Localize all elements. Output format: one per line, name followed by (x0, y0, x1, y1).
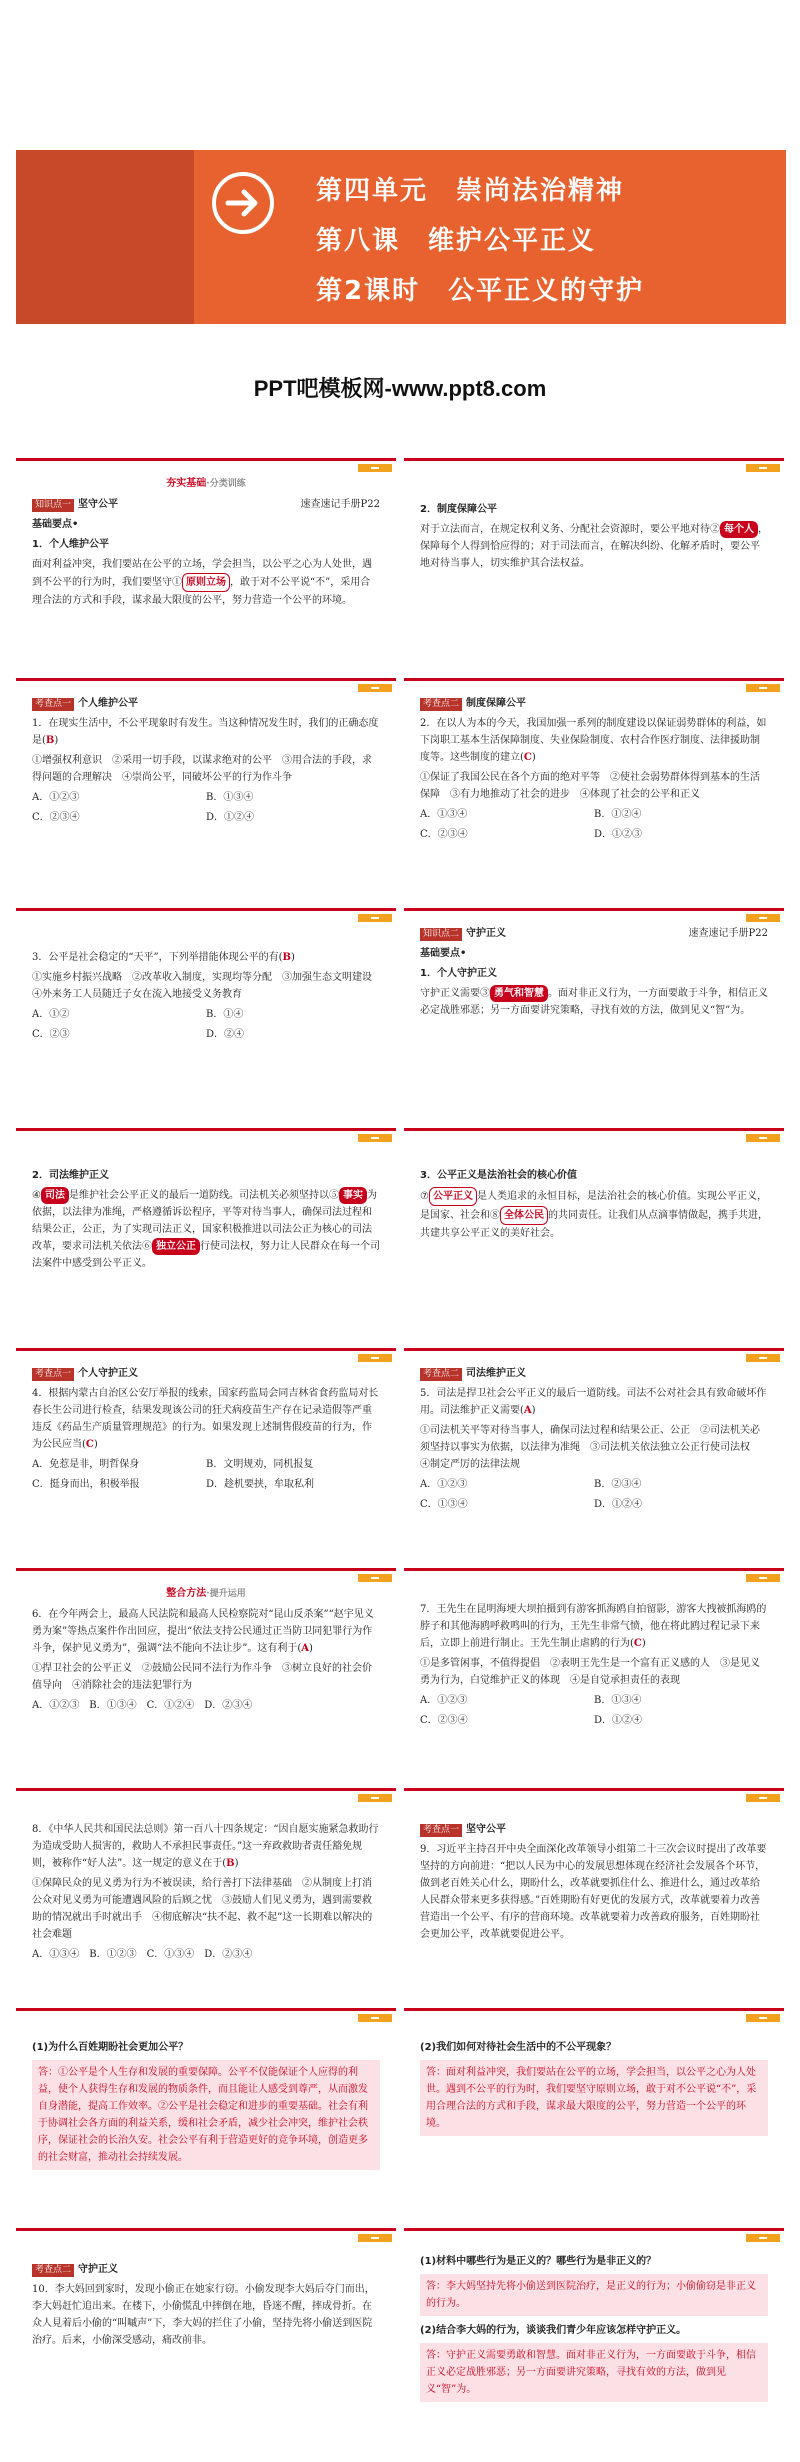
slide-page-tag (746, 1574, 780, 1582)
choice-line: A．①③④ B．①②③ C．①③④ D．②③④ (32, 1949, 253, 1960)
slide-page-tag (358, 1794, 392, 1802)
sub-question: (2)我们如何对待社会生活中的不公平现象？ (420, 2042, 617, 2053)
basic-label: 基础要点• (32, 519, 79, 530)
answer-box: 答：李大妈坚持先将小偷送到医院治疗，是正义的行为；小偷偷窃是非正义的行为。 (420, 2274, 768, 2316)
question: 6．在今年两会上，最高人民法院和最高人民检察院对“昆山反杀案”“赵宇见义勇为案”等热点案件作出回应，提出“依法支持公民通过正当防卫同犯罪行为作斗争，保护见义勇为”，强调“法不能向不法让步”。这有利于(A) (32, 1609, 374, 1654)
choice-row: C．挺身而出，积极举报 D．趁机要挟，牟取私利 (32, 1479, 315, 1490)
knowledge-point-row: 考查点一 坚守公平 (420, 1821, 768, 1838)
answer-box: 答：①公平是个人生存和发展的重要保障。公平不仅能保证个人应得的利益，使个人获得生存和发展的物质条件，而且能让人感受到尊严，从而激发自身潜能，提高工作效率。②公平是社会稳定和进步的重要基础。社会有利于协调社会各方面的利益关系，缓和社会矛盾，减少社会冲突，维护社会秩序，保证社会的长治久安。社会公平有利于营造更好的竞争环境，创造更多的社会财富，推动社会持续发展。 (32, 2060, 380, 2170)
question: 9．习近平主持召开中央全面深化改革领导小组第二十三次会议时提出了改革要坚持的方向前进：“把以人民为中心的发展思想体现在经济社会发展各个环节，做到老百姓关心什么，期盼什么，改革就要抓住什么、推进什么，通过改革给人民群众带来更多获得感。”百姓期盼有好更优的发展方式，改革就要着力改善营造出一个公平、有序的营商环境。改革就要着力改善政府服务，百姓期盼社会更加公平，改革就要促进公平。 (420, 1844, 767, 1940)
question-options: ①保证了我国公民在各个方面的绝对平等 ②使社会弱势群体得到基本的生活保障 ③有力地推动了社会的进步 ④体现了社会的公平和正义 (420, 772, 760, 800)
slide-page-tag (358, 1134, 392, 1142)
slide-page-tag (358, 684, 392, 692)
section-heading: 夯实基础·分类训练 (166, 478, 246, 489)
choice-row: C．②③④ D．①②④ (32, 812, 255, 823)
title-banner (16, 150, 786, 324)
slide-10 (404, 1348, 784, 1558)
paragraph: ⑦ 公平正义 是人类追求的永恒目标，是法治社会的核心价值。实现公平正义，是国家、社会和⑧ 全体公民 的共同责任。让我们从点滴事情做起，携手共进，共建共享公平正义的美好社会。 (420, 1187, 768, 1242)
slide-page-tag (358, 2234, 392, 2242)
paragraph: 守护正义需要③ 勇气和智慧 。面对非正义行为，一方面要敢于斗争，相信正义必定战胜邪恶；另一方面要讲究策略，寻找有效的方法，做到见义“智”为。 (420, 985, 768, 1019)
choice-row: A．①②③ B．①③④ (32, 792, 254, 803)
choice-row: A．①② B．①④ (32, 1009, 244, 1020)
knowledge-point-row: 考查点二 司法维护正义 (420, 1365, 768, 1382)
slide-page-tag (358, 914, 392, 922)
question: 8．《中华人民共和国民法总则》第一百八十四条规定：“因自愿实施紧急救助行为造成受助人损害的，救助人不承担民事责任。”这一弃政救助者责任豁免规则，被称作“好人法”。这一规定的意义在于(B) (32, 1824, 379, 1869)
subheading: 2．司法维护正义 (32, 1170, 109, 1181)
slide-17 (16, 2228, 396, 2438)
choice-row: A．①②③ B．①③④ (420, 1695, 642, 1706)
basic-label: 基础要点• (420, 948, 467, 959)
banner-unit-title: 第四单元 崇尚法治精神 (316, 176, 625, 206)
paragraph: 面对利益冲突，我们要站在公平的立场，学会担当，以公平之心为人处世，遇到不公平的行为时，我们要坚守① 原则立场 ，敢于对不公平说“不”，采用合理合法的方式和手段，谋求最大限度的公平，努力营造一个公平的环境。 (32, 559, 372, 606)
slide-16 (404, 2008, 784, 2218)
subheading: 3．公平正义是法治社会的核心价值 (420, 1170, 577, 1181)
slide-page-tag (746, 464, 780, 472)
knowledge-point-row: 考查点二 守护正义 (32, 2261, 380, 2278)
choice-row: A．①③④ B．①②④ (420, 809, 642, 820)
choice-row: C．②③④ D．①②③ (420, 829, 643, 840)
question: 7．王先生在昆明海埂大坝拍摄到有游客抓海鸥自拍留影，游客大拽被抓海鸥的脖子和其他海鸥呼救鸣叫的行为，王先生非常气愤，他在将此鸥过程记录下来后，立即上前进行制止。王先生制止虐鸥的行为(C) (420, 1604, 767, 1649)
choice-row: A．①②③ B．②③④ (420, 1479, 642, 1490)
subheading: 1．个人守护正义 (420, 968, 497, 979)
slide-3 (16, 678, 396, 888)
sub-question: (2)结合李大妈的行为，谈谈我们青少年应该怎样守护正义。 (420, 2325, 687, 2336)
site-watermark: PPT吧模板网-www.ppt8.com (253, 376, 547, 401)
slide-page-tag (746, 1134, 780, 1142)
slide-page-tag (746, 2234, 780, 2242)
slide-page-tag (358, 1574, 392, 1582)
slide-4 (404, 678, 784, 888)
banner-left-block (16, 150, 194, 324)
answer-box: 答：面对利益冲突，我们要站在公平的立场，学会担当，以公平之心为人处世。遇到不公平的行为时，我们要坚守原则立场，敢于对不公平说“不”，采用合理合法的方式和手段，谋求最大限度的公平，努力营造一个公平的环境。 (420, 2060, 768, 2136)
slide-page-tag (358, 2014, 392, 2022)
knowledge-point-row: 考查点一 个人守护正义 (32, 1365, 380, 1382)
slide-page-tag (746, 2014, 780, 2022)
slide-18 (404, 2228, 784, 2438)
slide-2 (404, 458, 784, 648)
question-options: ①实施乡村振兴战略 ②改革收入制度，实现均等分配 ③加强生态文明建设 ④外来务工人员随迁子女在流入地接受义务教育 (32, 972, 382, 1000)
question-options: ①是多管闲事，不值得提倡 ②表明王先生是一个富有正义感的人 ③是见义勇为行为，白觉维护正义的体现 ④是自觉承担责任的表现 (420, 1658, 760, 1686)
question: 3．公平是社会稳定的“天平”，下列举措能体现公平的有(B) (32, 952, 295, 963)
slide-page-tag (746, 914, 780, 922)
choice-row: C．②③④ D．①②④ (420, 1715, 643, 1726)
arrow-circle-icon (212, 172, 274, 234)
banner-lesson-title: 第八课 维护公平正义 (316, 226, 597, 256)
slide-page-tag (746, 684, 780, 692)
choice-line: A．①②③ B．①③④ C．①②④ D．②③④ (32, 1700, 253, 1711)
question-options: ①增强权利意识 ②采用一切手段，以谋求绝对的公平 ③用合法的手段，求得问题的合理解决 ④崇尚公平，同破坏公平的行为作斗争 (32, 755, 372, 783)
slide-page-tag (358, 1354, 392, 1362)
slide-page-tag (746, 1354, 780, 1362)
slide-page-tag (746, 1794, 780, 1802)
slide-11 (16, 1568, 396, 1778)
slide-9 (16, 1348, 396, 1558)
section-heading: 整合方法·提升运用 (166, 1588, 246, 1599)
slide-1 (16, 458, 396, 648)
choice-row: A．免惹是非，明哲保身 B．文明规劝，同机报复 (32, 1459, 314, 1470)
question-options: ①司法机关平等对待当事人，确保司法过程和结果公正、公正 ②司法机关必须坚持以事实为依据，以法律为准绳 ③司法机关依法独立公正行使司法权 ④制定严厉的法律法规 (420, 1425, 760, 1470)
slide-7 (16, 1128, 396, 1338)
choice-row: C．①③④ D．①②④ (420, 1499, 643, 1510)
question: 5．司法是捍卫社会公平正义的最后一道防线。司法不公对社会具有致命破坏作用。司法维护正义需要(A) (420, 1388, 767, 1416)
slide-8 (404, 1128, 784, 1338)
question: 4．根据内蒙古自治区公安厅举报的线索，国家药监局会同吉林省食药监局对长春长生公司进行检查，结果发现该公司的狂犬病疫苗生产存在记录造假等严重违反《药品生产质量管理规范》的行为。如果发现上述制售假疫苗的行为，作为公民应当(C) (32, 1388, 379, 1450)
slide-15 (16, 2008, 396, 2218)
slide-page-tag (358, 464, 392, 472)
knowledge-point-row: 考查点二 制度保障公平 (420, 695, 768, 712)
subheading: 1．个人维护公平 (32, 539, 109, 550)
slide-13 (16, 1788, 396, 1998)
question-options: ①捍卫社会的公平正义 ②鼓励公民同不法行为作斗争 ③树立良好的社会价值导向 ④消除社会的违法犯罪行为 (32, 1663, 372, 1691)
slide-12 (404, 1568, 784, 1778)
question: 1．在现实生活中，不公平现象时有发生。当这种情况发生时，我们的正确态度是(B) (32, 718, 379, 746)
banner-period-title: 第2课时 公平正义的守护 (316, 276, 645, 306)
knowledge-point-row: 知识点二 守护正义 速查速记手册P22 (420, 925, 768, 942)
slide-6 (404, 908, 784, 1108)
subheading: 2．制度保障公平 (420, 504, 497, 515)
slide-14 (404, 1788, 784, 1998)
paragraph: 对于立法而言，在规定权利义务、分配社会资源时，要公平地对待② 每个人 ，保障每个人得到恰应得的；对于司法而言，在解决纠纷、化解矛盾时，要公平地对待当事人，切实维护其合法权益。 (420, 521, 768, 572)
paragraph: ④ 司法 是维护社会公平正义的最后一道防线。司法机关必须坚持以⑤ 事实 为依据，以法律为准绳，严格遵循诉讼程序，平等对待当事人，确保司法过程和结果公正，公正，为了实现司法正义，国家积极推进以司法公正为核心的司法改革，要求司法机关依法⑥ 独立公正 行使司法权，努力让人民群众在每一个司法案件中感受到公平正义。 (32, 1187, 380, 1272)
answer-box: 答：守护正义需要勇敢和智慧。面对非正义行为，一方面要敢于斗争，相信正义必定战胜邪恶；另一方面要讲究策略，寻找有效的方法，做到见义“智”为。 (420, 2343, 768, 2402)
knowledge-point-row: 考查点一 个人维护公平 (32, 695, 380, 712)
sub-question: (1)材料中哪些行为是正义的？哪些行为是非正义的？ (420, 2256, 657, 2267)
question: 2．在以人为本的今天，我国加强一系列的制度建设以保证弱势群体的利益，如下岗职工基本生活保障制度、失业保险制度、农村合作医疗制度、法律援助制度等。这些制度的建立(C) (420, 718, 767, 763)
knowledge-point-row: 知识点一 坚守公平 速查速记手册P22 (32, 496, 380, 513)
sub-question: (1)为什么百姓期盼社会更加公平？ (32, 2042, 189, 2053)
question: 10．李大妈回到家时，发现小偷正在她家行窃。小偷发现李大妈后夺门而出，李大妈赶忙追出来。在楼下，小偷慌乱中摔倒在地，昏迷不醒，摔成骨折。在众人見着后小偷的“叫嘁声”下，李大妈的拦住了小偷，坚持先将小偷送到医院治疗。后来，小偷深受感动，痛改前非。 (32, 2284, 375, 2346)
choice-row: C．②③ D．②④ (32, 1029, 245, 1040)
question-options: ①保障民众的见义勇为行为不被误读，给行善打下法律基础 ②从制度上打消公众对见义勇为可能遭遇风险的后顾之忧 ③鼓励人们见义勇为，遇到需要救助的情况就出手时就出手 ④彻底解决“扶不起、救不起”这一长期难以解决的社会难题 (32, 1878, 373, 1940)
slide-5 (16, 908, 396, 1108)
